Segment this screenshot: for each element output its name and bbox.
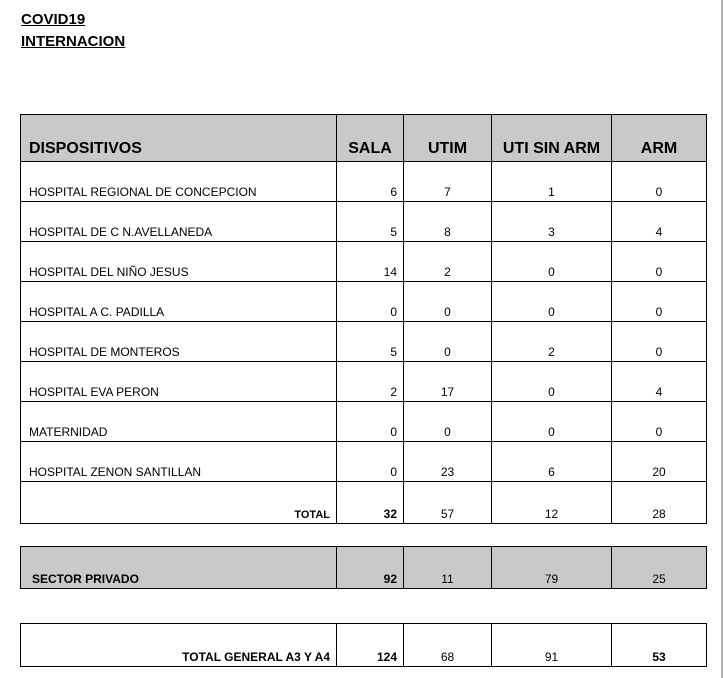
row-arm: 0 <box>612 162 707 202</box>
row-uti-sin-arm: 0 <box>492 362 612 402</box>
sector-privado-row <box>21 547 707 589</box>
table-row <box>21 362 707 402</box>
total-utim: 57 <box>404 482 492 524</box>
row-uti-sin-arm: 0 <box>492 282 612 322</box>
general-label: TOTAL GENERAL A3 Y A4 <box>21 624 337 667</box>
row-sala: 5 <box>337 202 404 242</box>
report-subtitle: INTERNACION <box>21 33 126 50</box>
row-utim: 7 <box>404 162 492 202</box>
table-row <box>21 322 707 362</box>
row-utim: 2 <box>404 242 492 282</box>
row-arm: 0 <box>612 402 707 442</box>
row-arm: 4 <box>612 362 707 402</box>
row-utim: 0 <box>404 282 492 322</box>
row-sala: 2 <box>337 362 404 402</box>
row-utim: 8 <box>404 202 492 242</box>
header-sala: SALA <box>337 115 404 162</box>
row-name: HOSPITAL A C. PADILLA <box>21 282 337 322</box>
privado-sala: 92 <box>337 547 404 589</box>
row-utim: 23 <box>404 442 492 482</box>
table-row <box>21 242 707 282</box>
row-sala: 0 <box>337 282 404 322</box>
general-uti-sin-arm: 91 <box>492 624 612 667</box>
report-title: COVID19 <box>21 11 86 28</box>
privado-arm: 25 <box>612 547 707 589</box>
row-name: HOSPITAL ZENON SANTILLAN <box>21 442 337 482</box>
row-uti-sin-arm: 3 <box>492 202 612 242</box>
row-uti-sin-arm: 0 <box>492 402 612 442</box>
table-row <box>21 282 707 322</box>
total-uti-sin-arm: 12 <box>492 482 612 524</box>
row-arm: 20 <box>612 442 707 482</box>
privado-utim: 11 <box>404 547 492 589</box>
row-sala: 0 <box>337 402 404 442</box>
row-name: MATERNIDAD <box>21 402 337 442</box>
total-sala: 32 <box>337 482 404 524</box>
general-utim: 68 <box>404 624 492 667</box>
row-arm: 0 <box>612 282 707 322</box>
general-arm: 53 <box>612 624 707 667</box>
row-name: HOSPITAL EVA PERON <box>21 362 337 402</box>
row-sala: 6 <box>337 162 404 202</box>
total-label: TOTAL <box>21 482 337 524</box>
header-arm: ARM <box>612 115 707 162</box>
total-general-row <box>21 624 707 667</box>
row-name: HOSPITAL DEL NIÑO JESUS <box>21 242 337 282</box>
row-arm: 0 <box>612 242 707 282</box>
header-uti-sin-arm: UTI SIN ARM <box>492 115 612 162</box>
table-row <box>21 442 707 482</box>
row-sala: 14 <box>337 242 404 282</box>
privado-uti-sin-arm: 79 <box>492 547 612 589</box>
total-arm: 28 <box>612 482 707 524</box>
row-sala: 5 <box>337 322 404 362</box>
total-row <box>21 482 707 524</box>
row-uti-sin-arm: 1 <box>492 162 612 202</box>
row-name: HOSPITAL REGIONAL DE CONCEPCION <box>21 162 337 202</box>
table-row <box>21 162 707 202</box>
row-utim: 0 <box>404 322 492 362</box>
row-arm: 4 <box>612 202 707 242</box>
privado-label: SECTOR PRIVADO <box>21 547 337 589</box>
header-dispositivos: DISPOSITIVOS <box>21 115 337 162</box>
row-sala: 0 <box>337 442 404 482</box>
row-uti-sin-arm: 2 <box>492 322 612 362</box>
row-arm: 0 <box>612 322 707 362</box>
row-uti-sin-arm: 6 <box>492 442 612 482</box>
header-utim: UTIM <box>404 115 492 162</box>
row-uti-sin-arm: 0 <box>492 242 612 282</box>
table-row <box>21 202 707 242</box>
row-name: HOSPITAL DE C N.AVELLANEDA <box>21 202 337 242</box>
row-utim: 17 <box>404 362 492 402</box>
row-utim: 0 <box>404 402 492 442</box>
internacion-table <box>20 114 707 524</box>
total-general-table <box>20 623 707 667</box>
table-row <box>21 402 707 442</box>
sector-privado-table <box>20 546 707 589</box>
row-name: HOSPITAL DE MONTEROS <box>21 322 337 362</box>
table-header-row <box>21 115 707 162</box>
general-sala: 124 <box>337 624 404 667</box>
